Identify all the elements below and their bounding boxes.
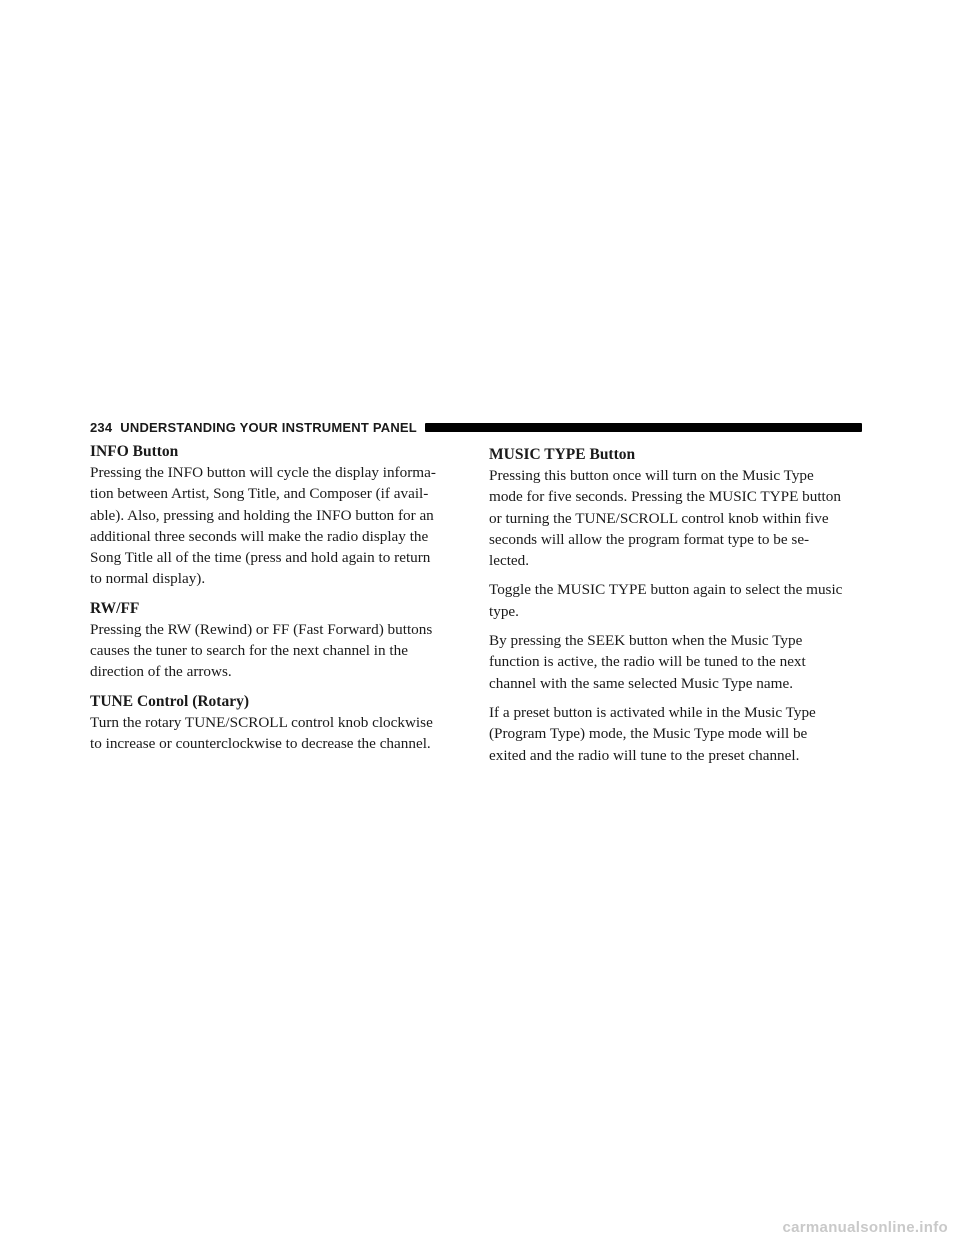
text-line: causes the tuner to search for the next channel in the [90,642,408,660]
text-line: able). Also, pressing and holding the INFO button for an [90,506,434,524]
music-type-paragraph-4 [489,702,861,766]
text-line: function is active, the radio will be tuned to the next [489,653,806,671]
text-line: Song Title all of the time (press and hold again to return [90,549,431,567]
left-column [90,441,462,754]
rwff-heading: RW/FF [90,599,140,617]
text-line: mode for five seconds. Pressing the MUSIC TYPE button [489,488,841,506]
text-line: Toggle the MUSIC TYPE button again to select the music [489,581,843,599]
text-line: seconds will allow the program format type to be se- [489,530,810,548]
text-line: exited and the radio will tune to the preset channel. [489,746,800,764]
right-column [489,444,861,766]
text-line: to normal display). [90,570,206,588]
section-title: UNDERSTANDING YOUR INSTRUMENT PANEL [120,419,417,435]
info-button-paragraph [90,462,462,590]
text-line: Pressing the INFO button will cycle the display informa- [90,464,436,481]
text-line: By pressing the SEEK button when the Music Type [489,632,803,650]
tune-control-heading: TUNE Control (Rotary) [90,692,250,710]
text-line: Pressing this button once will turn on the Music Type [489,467,814,484]
music-type-paragraph-1 [489,465,861,571]
text-line: Turn the rotary TUNE/SCROLL control knob clockwise [90,713,433,731]
music-type-paragraph-3 [489,630,861,694]
text-line: Pressing the RW (Rewind) or FF (Fast Forward) buttons [90,620,433,638]
text-line: (Program Type) mode, the Music Type mode will be [489,725,808,743]
info-button-heading: INFO Button [90,443,179,460]
text-line: type. [489,602,519,620]
text-line: lected. [489,552,530,570]
text-line: channel with the same selected Music Type name. [489,674,793,692]
text-line: If a preset button is activated while in the Music Type [489,703,816,721]
text-line: to increase or counterclockwise to decrease the channel. [90,734,431,752]
text-line: direction of the arrows. [90,663,232,681]
watermark-text: carmanualsonline.info [782,1219,948,1236]
tune-control-paragraph [90,712,462,755]
header-rule [425,423,862,432]
page-number: 234 [90,419,113,435]
text-line: additional three seconds will make the radio display the [90,527,429,545]
music-type-heading: MUSIC TYPE Button [489,446,636,463]
text-line: tion between Artist, Song Title, and Composer (if avail- [90,485,429,503]
rwff-paragraph [90,619,462,683]
music-type-paragraph-2 [489,579,861,622]
page-header [90,418,862,436]
text-line: or turning the TUNE/SCROLL control knob within five [489,509,829,527]
